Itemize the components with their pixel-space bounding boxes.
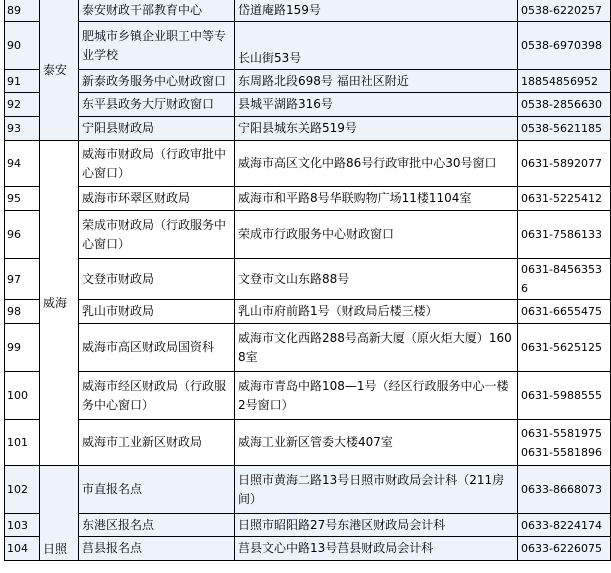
office-address: 岱道庵路159号 — [235, 0, 518, 22]
office-phone: 0631-5988555 — [518, 372, 611, 420]
table-row — [5, 187, 611, 211]
office-name: 莒县报名点 — [79, 537, 235, 561]
office-address: 宁阳县城东关路519号 — [235, 117, 518, 141]
office-address: 威海市文化西路288号高新大厦（原火炬大厦）1608室 — [235, 324, 518, 372]
row-number: 101 — [5, 420, 40, 466]
city-cell: 泰安 — [40, 0, 79, 141]
office-address: 乳山市府前路1号（财政局后楼三楼） — [235, 300, 518, 324]
phone-line: 0631-5581896 — [521, 445, 602, 459]
office-name: 威海市工业新区财政局 — [79, 420, 235, 466]
office-name: 市直报名点 — [79, 466, 235, 514]
office-address: 东周路北段698号 福田社区附近 — [235, 70, 518, 93]
office-address: 文登市文山东路88号 — [235, 259, 518, 300]
office-phone: 0538-5621185 — [518, 117, 611, 141]
row-number: 103 — [5, 514, 40, 537]
city-cell: 威海 — [40, 141, 79, 466]
office-address: 荣成市行政服务中心财政窗口 — [235, 211, 518, 259]
office-phone: 18854856952 — [518, 70, 611, 93]
row-number: 99 — [5, 324, 40, 372]
office-address: 日照市黄海二路13号日照市财政局会计科（211房间） — [235, 466, 518, 514]
table-row — [5, 141, 611, 187]
office-name: 威海市高区财政局国资科 — [79, 324, 235, 372]
office-phone: 0633-8668073 — [518, 466, 611, 514]
table-row — [5, 420, 611, 466]
office-name: 泰安财政干部教育中心 — [79, 0, 235, 22]
table-row — [5, 93, 611, 117]
office-name: 威海市经区财政局（行政服务中心窗口） — [79, 372, 235, 420]
office-phone: 0631-84563536 — [518, 259, 611, 300]
table-row — [5, 514, 611, 537]
office-address: 威海市和平路8号华联购物广场11楼1104室 — [235, 187, 518, 211]
row-number: 93 — [5, 117, 40, 141]
office-name: 新泰政务服务中心财政窗口 — [79, 70, 235, 93]
row-number: 96 — [5, 211, 40, 259]
table-row — [5, 372, 611, 420]
office-name: 威海市环翠区财政局 — [79, 187, 235, 211]
table-row — [5, 117, 611, 141]
office-phone: 0538-6970398 — [518, 22, 611, 70]
phone-line: 0631-5581975 — [521, 426, 602, 440]
office-phone: 0631-5225412 — [518, 187, 611, 211]
office-name: 宁阳县财政局 — [79, 117, 235, 141]
office-address: 长山街53号 — [235, 22, 518, 70]
row-number: 89 — [5, 0, 40, 22]
office-phone: 0631-6655475 — [518, 300, 611, 324]
table-row — [5, 259, 611, 300]
row-number: 97 — [5, 259, 40, 300]
row-number: 95 — [5, 187, 40, 211]
table-row — [5, 70, 611, 93]
office-address: 威海市高区文化中路86号行政审批中心30号窗口 — [235, 141, 518, 187]
row-number: 104 — [5, 537, 40, 561]
office-address: 威海市青岛中路108—1号（经区行政服务中心一楼2号窗口） — [235, 372, 518, 420]
office-name: 威海市财政局（行政审批中心窗口） — [79, 141, 235, 187]
office-name: 文登市财政局 — [79, 259, 235, 300]
office-phone — [518, 420, 611, 466]
table-row — [5, 300, 611, 324]
row-number: 90 — [5, 22, 40, 70]
office-name: 乳山市财政局 — [79, 300, 235, 324]
table-row — [5, 537, 611, 561]
row-number: 100 — [5, 372, 40, 420]
row-number: 92 — [5, 93, 40, 117]
table-row — [5, 324, 611, 372]
registration-points-table — [4, 0, 611, 561]
table-row — [5, 466, 611, 514]
office-address: 莒县文心中路13号莒县财政局会计科 — [235, 537, 518, 561]
office-name: 荣成市财政局（行政服务中心窗口） — [79, 211, 235, 259]
table-row — [5, 211, 611, 259]
row-number: 98 — [5, 300, 40, 324]
table-row — [5, 0, 611, 22]
row-number: 91 — [5, 70, 40, 93]
row-number: 94 — [5, 141, 40, 187]
office-name: 肥城市乡镇企业职工中等专业学校 — [79, 22, 235, 70]
row-number: 102 — [5, 466, 40, 514]
office-address: 日照市昭阳路27号东港区财政局会计科 — [235, 514, 518, 537]
table-row — [5, 22, 611, 70]
office-phone: 0633-8224174 — [518, 514, 611, 537]
office-address: 县城平湖路316号 — [235, 93, 518, 117]
office-phone: 0631-7586133 — [518, 211, 611, 259]
office-phone: 0538-2856630 — [518, 93, 611, 117]
office-phone: 0631-5625125 — [518, 324, 611, 372]
office-name: 东平县政务大厅财政窗口 — [79, 93, 235, 117]
office-name: 东港区报名点 — [79, 514, 235, 537]
office-address: 威海工业新区管委大楼407室 — [235, 420, 518, 466]
office-phone: 0538-6220257 — [518, 0, 611, 22]
office-phone: 0633-6226075 — [518, 537, 611, 561]
city-cell: 日照 — [40, 466, 79, 561]
office-phone: 0631-5892077 — [518, 141, 611, 187]
